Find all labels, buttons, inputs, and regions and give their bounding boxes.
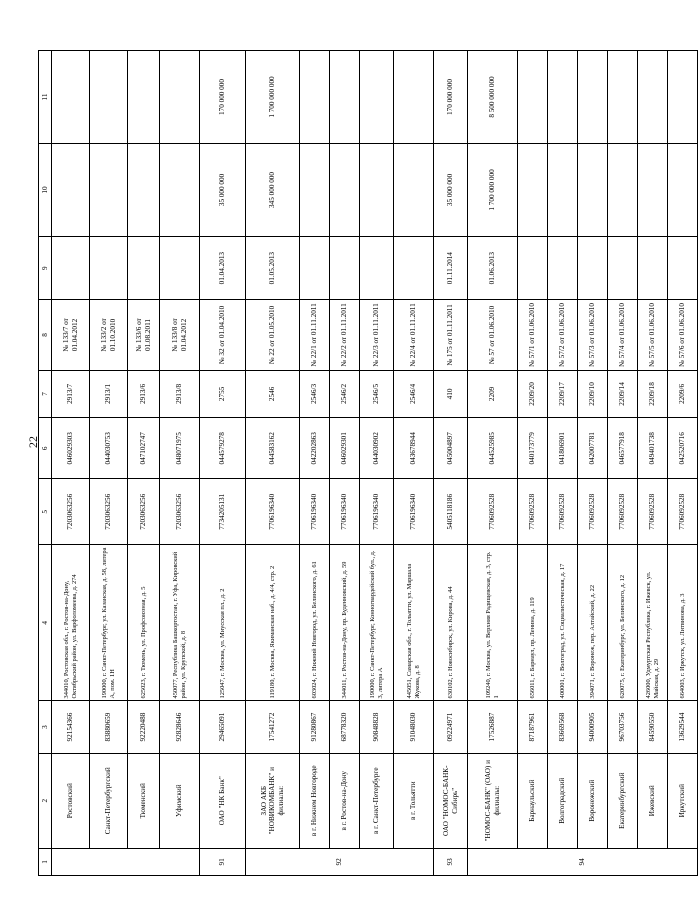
reg-number-cell: 2209/6 — [668, 370, 698, 418]
date-cell — [638, 236, 668, 299]
okpo-cell: 91048030 — [394, 701, 434, 753]
amount-cell — [128, 51, 160, 144]
certificate-cell: № 133/2 от 01.10.2010 — [90, 300, 128, 370]
reg-number-cell: 2209 — [468, 370, 518, 418]
certificate-cell: № 22 от 01.05.2010 — [246, 300, 300, 370]
date-cell: 01.04.2013 — [200, 236, 246, 299]
amount-cell — [548, 144, 578, 237]
table-row — [128, 51, 160, 876]
bik-cell: 044525985 — [468, 418, 518, 479]
reg-number-cell: 2209/10 — [578, 370, 608, 418]
amount-cell: 170 000 000 — [434, 51, 468, 144]
date-cell — [608, 236, 638, 299]
certificate-cell: № 57/6 от 01.06.2010 — [668, 300, 698, 370]
reg-number-cell: 2913/6 — [128, 370, 160, 418]
reg-number-cell: 2546/2 — [330, 370, 360, 418]
table-row — [200, 51, 246, 876]
address-cell: 625023, г. Тюмень, ул. Профсоюзная, д. 5 — [128, 545, 160, 701]
bik-cell: 041806901 — [548, 418, 578, 479]
certificate-cell: № 57/5 от 01.06.2010 — [638, 300, 668, 370]
table-row — [330, 51, 360, 876]
okpo-cell: 87187961 — [518, 701, 548, 753]
amount-cell — [638, 144, 668, 237]
address-cell: 190000, г. Санкт-Петербург, Конногвардейский бул., д. 3, литера А — [360, 545, 394, 701]
bank-name-cell: Волгоградский — [548, 753, 578, 848]
address-cell: 109240, г. Москва, ул. Верхняя Радищевская, д. 3, стр. 1 — [468, 545, 518, 701]
certificate-cell: № 57/1 от 01.06.2010 — [518, 300, 548, 370]
inn-cell: 7706196340 — [330, 479, 360, 545]
certificate-cell: № 22/3 от 01.11.2011 — [360, 300, 394, 370]
table-row — [90, 51, 128, 876]
column-number: 2 — [39, 753, 52, 848]
amount-cell — [52, 51, 90, 144]
column-number: 1 — [39, 848, 52, 875]
amount-cell: 35 000 000 — [434, 144, 468, 237]
column-number: 8 — [39, 300, 52, 370]
amount-cell — [330, 144, 360, 237]
bank-name-cell: Воронежский — [578, 753, 608, 848]
okpo-cell: 92154366 — [52, 701, 90, 753]
column-number: 4 — [39, 545, 52, 701]
bik-cell: 046577918 — [608, 418, 638, 479]
address-cell: 125047, г. Москва, ул. Миусская пл., д. 2 — [200, 545, 246, 701]
okpo-cell: 92828646 — [160, 701, 200, 753]
amount-cell — [360, 51, 394, 144]
address-cell: 119180, г. Москва, Якиманская наб., д. 4/4, стр. 2 — [246, 545, 300, 701]
amount-cell — [578, 144, 608, 237]
amount-cell: 1 700 000 000 — [468, 144, 518, 237]
address-cell: 664003, г. Иркутск, ул. Литвинова, д. 3 — [668, 545, 698, 701]
inn-cell: 7706092528 — [468, 479, 518, 545]
table-row — [608, 51, 638, 876]
bank-name-cell: Ростовский — [52, 753, 90, 848]
bank-name-cell: в г. Санкт-Петербурге — [360, 753, 394, 848]
amount-cell — [52, 144, 90, 237]
table-row — [638, 51, 668, 876]
page-number: 22 — [26, 436, 40, 448]
certificate-cell: № 57/3 от 01.06.2010 — [578, 300, 608, 370]
certificate-cell: № 57 от 01.06.2010 — [468, 300, 518, 370]
reg-number-cell: 2546 — [246, 370, 300, 418]
bik-cell: 044030753 — [90, 418, 128, 479]
address-cell: 630102, г. Новосибирск, ул. Кирова, д. 44 — [434, 545, 468, 701]
date-cell — [300, 236, 330, 299]
inn-cell: 7706196340 — [300, 479, 330, 545]
table-row — [668, 51, 698, 876]
table-row — [160, 51, 200, 876]
date-cell — [160, 236, 200, 299]
okpo-cell: 92220488 — [128, 701, 160, 753]
reg-number-cell: 2546/5 — [360, 370, 394, 418]
address-cell: 426000, Удмуртская Республика, г. Ижевск, ул. Майская, д. 29 — [638, 545, 668, 701]
reg-number-cell: 2546/3 — [300, 370, 330, 418]
date-cell — [360, 236, 394, 299]
bik-cell: 043678944 — [394, 418, 434, 479]
okpo-cell: 84590550 — [638, 701, 668, 753]
inn-cell: 7706196340 — [246, 479, 300, 545]
reg-number-cell: 2913/1 — [90, 370, 128, 418]
amount-cell — [668, 144, 698, 237]
okpo-cell: 94000905 — [578, 701, 608, 753]
inn-cell: 7203063256 — [90, 479, 128, 545]
amount-cell: 170 000 000 — [200, 51, 246, 144]
table-row — [468, 51, 518, 876]
bank-name-cell: Тюменский — [128, 753, 160, 848]
date-cell — [668, 236, 698, 299]
inn-cell: 7203063256 — [160, 479, 200, 545]
bik-cell: 046029303 — [52, 418, 90, 479]
amount-cell — [90, 144, 128, 237]
table-row — [548, 51, 578, 876]
date-cell: 01.11.2014 — [434, 236, 468, 299]
certificate-cell: № 57/2 от 01.06.2010 — [548, 300, 578, 370]
table-row — [360, 51, 394, 876]
entry-number-cell: 91 — [200, 848, 246, 875]
inn-cell: 5405118186 — [434, 479, 468, 545]
bank-registry-table — [38, 50, 698, 876]
bank-name-cell: Санкт-Петербургский — [90, 753, 128, 848]
date-cell — [578, 236, 608, 299]
bik-cell: 045004897 — [434, 418, 468, 479]
date-cell — [330, 236, 360, 299]
okpo-cell: 09224971 — [434, 701, 468, 753]
table-row — [246, 51, 300, 876]
column-number: 11 — [39, 51, 52, 144]
okpo-cell: 96703756 — [608, 701, 638, 753]
address-cell: 344010, Ростовская обл., г. Ростов-на-Дону, Октябрьский район, ул. Варфоломеева, д. 274 — [52, 545, 90, 701]
inn-cell: 7706092528 — [638, 479, 668, 545]
amount-cell: 35 000 000 — [200, 144, 246, 237]
inn-cell: 7706196340 — [394, 479, 434, 545]
amount-cell — [638, 51, 668, 144]
certificate-cell: № 22/4 от 01.11.2011 — [394, 300, 434, 370]
okpo-cell: 29465091 — [200, 701, 246, 753]
inn-cell: 7706092528 — [608, 479, 638, 545]
reg-number-cell: 2209/17 — [548, 370, 578, 418]
address-cell: 603024, г. Нижний Новгород, ул. Белинского, д. 61 — [300, 545, 330, 701]
amount-cell — [160, 51, 200, 144]
amount-cell — [300, 51, 330, 144]
bik-cell: 047102747 — [128, 418, 160, 479]
reg-number-cell: 2209/14 — [608, 370, 638, 418]
address-cell: 620075, г. Екатеринбург, ул. Белинского, д. 12 — [608, 545, 638, 701]
bik-cell: 048071975 — [160, 418, 200, 479]
address-cell: 400001, г. Волгоград, ул. Социалистическая, д. 17 — [548, 545, 578, 701]
amount-cell: 1 700 000 000 — [246, 51, 300, 144]
date-cell — [548, 236, 578, 299]
table-row — [578, 51, 608, 876]
table-row — [52, 51, 90, 876]
bik-cell: 040173779 — [518, 418, 548, 479]
amount-cell — [90, 51, 128, 144]
amount-cell — [330, 51, 360, 144]
okpo-cell: 83669568 — [548, 701, 578, 753]
inn-cell: 7706092528 — [578, 479, 608, 545]
entry-number-cell — [52, 848, 200, 875]
table-row — [434, 51, 468, 876]
inn-cell: 7706092528 — [668, 479, 698, 545]
column-number: 5 — [39, 479, 52, 545]
bik-cell: 044583162 — [246, 418, 300, 479]
bank-name-cell: "НОМОС-БАНК" (ОАО) и филиалы: — [468, 753, 518, 848]
amount-cell — [608, 51, 638, 144]
address-cell: 344011, г. Ростов-на-Дону, пр. Буденновский, д. 59 — [330, 545, 360, 701]
address-cell: 394071, г. Воронеж, пер. Алтайский, д. 22 — [578, 545, 608, 701]
okpo-cell: 17541272 — [246, 701, 300, 753]
reg-number-cell: 2546/4 — [394, 370, 434, 418]
okpo-cell: 83880659 — [90, 701, 128, 753]
certificate-cell: № 22/1 от 01.11.2011 — [300, 300, 330, 370]
entry-number-cell: 94 — [468, 848, 698, 875]
date-cell — [90, 236, 128, 299]
amount-cell — [394, 51, 434, 144]
okpo-cell: 13629544 — [668, 701, 698, 753]
reg-number-cell: 2209/20 — [518, 370, 548, 418]
inn-cell: 7706196340 — [360, 479, 394, 545]
okpo-cell: 90848828 — [360, 701, 394, 753]
certificate-cell: № 133/7 от 01.04.2012 — [52, 300, 90, 370]
column-number: 6 — [39, 418, 52, 479]
bik-cell: 046029301 — [330, 418, 360, 479]
bik-cell: 049401738 — [638, 418, 668, 479]
inn-cell: 7734205131 — [200, 479, 246, 545]
amount-cell — [300, 144, 330, 237]
amount-cell — [518, 51, 548, 144]
amount-cell: 8 500 000 000 — [468, 51, 518, 144]
bik-cell: 044579278 — [200, 418, 246, 479]
bank-name-cell: в г. Ростов-на-Дону — [330, 753, 360, 848]
table-row — [518, 51, 548, 876]
bank-name-cell: Уфимский — [160, 753, 200, 848]
certificate-cell: № 57/4 от 01.06.2010 — [608, 300, 638, 370]
certificate-cell: № 22/2 от 01.11.2011 — [330, 300, 360, 370]
rotated-page-content — [38, 50, 687, 876]
reg-number-cell: 410 — [434, 370, 468, 418]
bank-name-cell: Екатеринбургский — [608, 753, 638, 848]
column-number-row — [39, 51, 52, 876]
certificate-cell: № 32 от 01.04.2010 — [200, 300, 246, 370]
amount-cell: 345 000 000 — [246, 144, 300, 237]
table-row — [300, 51, 330, 876]
amount-cell — [578, 51, 608, 144]
bank-name-cell: ОАО "НК Банк" — [200, 753, 246, 848]
bank-name-cell: в г. Тольятти — [394, 753, 434, 848]
certificate-cell: № 133/6 от 01.08.2011 — [128, 300, 160, 370]
date-cell — [518, 236, 548, 299]
amount-cell — [360, 144, 394, 237]
bank-name-cell: Иркутский — [668, 753, 698, 848]
reg-number-cell: 2755 — [200, 370, 246, 418]
bank-name-cell: ЗАО АКБ "НОВИКОМБАНК" и филиалы: — [246, 753, 300, 848]
bank-name-cell: ОАО "НОМОС-БАНК-Сибирь" — [434, 753, 468, 848]
okpo-cell: 68778320 — [330, 701, 360, 753]
date-cell — [394, 236, 434, 299]
inn-cell: 7203063256 — [52, 479, 90, 545]
address-cell: 450077, Республика Башкортостан, г. Уфа, Кировский район, ул. Крупской, д. 8 — [160, 545, 200, 701]
bik-cell: 042007781 — [578, 418, 608, 479]
bank-name-cell: в г. Нижнем Новгороде — [300, 753, 330, 848]
column-number: 3 — [39, 701, 52, 753]
date-cell — [52, 236, 90, 299]
bik-cell: 044030902 — [360, 418, 394, 479]
amount-cell — [128, 144, 160, 237]
date-cell: 01.05.2013 — [246, 236, 300, 299]
column-number: 9 — [39, 236, 52, 299]
okpo-cell: 17526887 — [468, 701, 518, 753]
entry-number-cell: 93 — [434, 848, 468, 875]
okpo-cell: 91280867 — [300, 701, 330, 753]
inn-cell: 7706092528 — [518, 479, 548, 545]
column-number: 7 — [39, 370, 52, 418]
date-cell — [128, 236, 160, 299]
reg-number-cell: 2913/7 — [52, 370, 90, 418]
bank-name-cell: Барнаульский — [518, 753, 548, 848]
amount-cell — [668, 51, 698, 144]
inn-cell: 7203063256 — [128, 479, 160, 545]
amount-cell — [608, 144, 638, 237]
reg-number-cell: 2209/18 — [638, 370, 668, 418]
date-cell: 01.06.2013 — [468, 236, 518, 299]
address-cell: 190000, г. Санкт-Петербург, ул. Казанская, д. 58, литера А, пом. 1Н — [90, 545, 128, 701]
address-cell: 445051, Самарская обл., г. Тольятти, ул. Маршала Жукова, д. 8 — [394, 545, 434, 701]
table-body — [52, 51, 698, 876]
bik-cell: 042202863 — [300, 418, 330, 479]
reg-number-cell: 2913/8 — [160, 370, 200, 418]
bik-cell: 042520716 — [668, 418, 698, 479]
amount-cell — [518, 144, 548, 237]
address-cell: 656011, г. Барнаул, пр. Ленина, д. 119 — [518, 545, 548, 701]
entry-number-cell: 92 — [246, 848, 434, 875]
table-row — [394, 51, 434, 876]
certificate-cell: № 175 от 01.11.2011 — [434, 300, 468, 370]
bank-name-cell: Ижевский — [638, 753, 668, 848]
amount-cell — [160, 144, 200, 237]
column-number: 10 — [39, 144, 52, 237]
amount-cell — [394, 144, 434, 237]
certificate-cell: № 133/8 от 01.04.2012 — [160, 300, 200, 370]
inn-cell: 7706092528 — [548, 479, 578, 545]
amount-cell — [548, 51, 578, 144]
